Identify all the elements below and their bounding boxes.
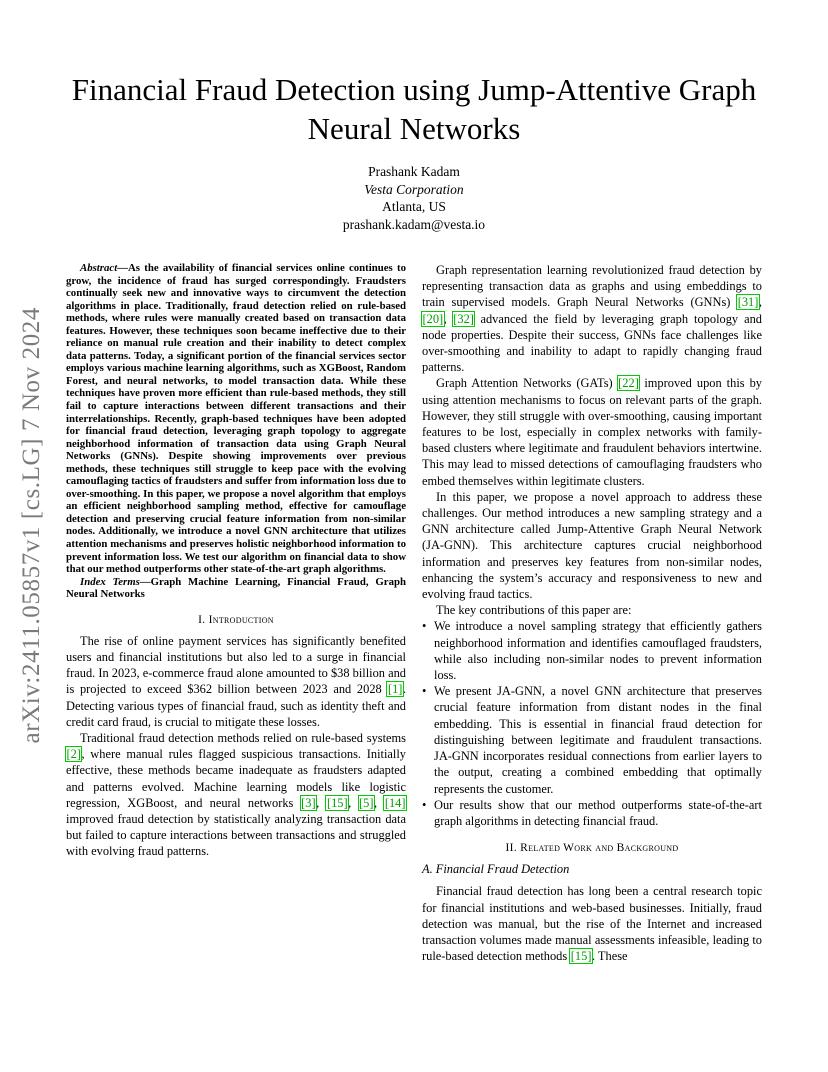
abstract-text: —As the availability of financial services online continues to grow, the incidence of fraud has surged correspondingly. Fraudsters continually seek new and innovative ways to circumvent the detection algorithms in place. Traditionally, fraud detection relied on rule-based methods, where rules were manually created based on transaction data features. However, these techniques soon became ineffective due to their reliance on manual rule creation and their inability to detect complex data patterns. Today, a significant portion of the financial services sector employs various machine learning algorithms, such as XGBoost, Random Forest, and neural networks, to model transaction data. While these techniques have proven more efficient than rule-based methods, they still fail to capture interactions between different transactions and their interrelationships. Recently, graph-based techniques have been adopted for financial fraud detection, leveraging graph topology to aggregate neighborhood information of transaction data using Graph Neural Networks (GNNs). Despite showing improvements over previous methods, these techniques still struggle to keep pace with the evolving camouflaging tactics of fraudsters and suffer from information loss due to over-smoothing. In this paper, we propose a novel algorithm that employs an efficient neighborhood sampling method, effective for camouflage detection and preserving crucial feature information from non-similar nodes. Additionally, we introduce a novel GNN architecture that utilizes attention mechanisms and preserves holistic neighborhood information to prevent information loss. We test our algorithm on financial data to show that our method outperforms other state-of-the-art graph algorithms.: [66, 262, 406, 576]
section-heading-related-work: [422, 841, 762, 855]
index-terms-text: —Graph Machine Learning, Financial Fraud, Graph Neural Networks: [66, 575, 406, 601]
citation-link[interactable]: [22]: [618, 376, 639, 391]
section-number: I.: [198, 613, 206, 626]
paragraph-text: Graph Attention Networks (GATs): [436, 376, 618, 391]
left-column: [66, 262, 406, 860]
paragraph-text: , where manual rules flagged suspicious transactions. Initially effective, these methods became inadequate as fraudsters adapted and patterns evolved. Machine learning models like logistic regression, XGBoost, and neural networks: [66, 747, 406, 810]
contributions-intro: The key contributions of this paper are:: [436, 603, 632, 618]
separator-text: ,: [348, 795, 359, 810]
intro-paragraph-3: [422, 262, 762, 375]
intro-paragraph-5: In this paper, we propose a novel approach to address these challenges. Our method introduces a new sampling strategy and a GNN architecture called Jump-Attentive Graph Neural Network (JA-GNN). This architecture captures crucial neighborhood information and preserves key features from non-similar nodes, enhancing the system’s accuracy and responsiveness to new and evolving fraud tactics.: [422, 489, 762, 602]
arxiv-identifier: [8, 290, 56, 760]
citation-link[interactable]: [14]: [384, 795, 406, 810]
citation-link[interactable]: [15]: [326, 795, 348, 810]
bullet-icon: •: [422, 797, 427, 812]
citation-link[interactable]: [5]: [359, 795, 374, 810]
index-terms-label: Index Terms: [80, 575, 140, 588]
author-block: [0, 163, 828, 233]
list-item-text: Our results show that our method outperforms state-of-the-art graph algorithms in detecting financial fraud.: [434, 797, 762, 828]
bullet-icon: •: [422, 619, 427, 634]
author-affiliation: Vesta Corporation: [364, 181, 464, 197]
abstract-label: Abstract: [80, 262, 118, 274]
author-name: Prashank Kadam: [368, 164, 460, 179]
author-email: prashank.kadam@vesta.io: [342, 216, 486, 232]
index-terms: [66, 576, 406, 601]
list-item: [422, 683, 762, 796]
list-item-text: We introduce a novel sampling strategy that efficiently gathers neighborhood information and identifies camouflaged fraudsters, while also including non-similar nodes to prevent information loss.: [434, 619, 762, 683]
arxiv-identifier-text: arXiv:2411.05857v1 [cs.LG] 7 Nov 2024: [18, 306, 45, 744]
abstract: [66, 262, 406, 576]
citation-link[interactable]: [1]: [387, 682, 403, 697]
paragraph-text: improved fraud detection by statistically analyzing transaction data but failed to capture interactions between transactions and struggled with evolving fraud patterns.: [66, 812, 406, 859]
section-number: II.: [505, 842, 517, 855]
paper-title: Financial Fraud Detection using Jump-Attentive Graph Neural Networks: [71, 72, 757, 146]
paragraph-text: Traditional fraud detection methods relied on rule-based systems: [80, 730, 406, 745]
paragraph-text: advanced the field by leveraging graph topology and node properties. Despite their success, GNNs face challenges like over-smoothing and inability to adapt to rapidly changing fraud patterns.: [422, 311, 763, 375]
paragraph-text: . Detecting various types of financial fraud, such as identity theft and credit card fraud, is crucial to mitigate these losses.: [66, 682, 406, 729]
intro-paragraph-4: [422, 375, 762, 488]
paragraph-text: Financial fraud detection has long been a central research topic for financial institutions and web-based businesses. Initially, fraud detection was manual, but the rise of the Internet and increased transaction volumes made manual assessments infeasible, leading to rule-based detection methods: [422, 884, 762, 964]
intro-paragraph-2: [66, 730, 406, 860]
list-item: [422, 618, 762, 683]
paragraph-text: The rise of online payment services has significantly benefited users and financial institutions but also led to a surge in financial fraud. In 2023, e-commerce fraud alone amounted to $38 billion and is projected to exceed $362 billion between 2023 and 2028: [66, 633, 406, 697]
citation-link[interactable]: [20]: [422, 311, 444, 326]
citation-link[interactable]: [31]: [737, 295, 759, 310]
paragraph-text: improved upon this by using attention mechanisms to focus on relevant parts of the graph. However, they still struggle with over-smoothing, causing important features to be lost, especially in complex networks with family-based clusters where legitimate and fraudulent behaviors intertwine. This may lead to missed detections of camouflaging fraudsters who embed themselves within legitimate clusters.: [422, 376, 762, 488]
contributions-list: [422, 618, 762, 829]
list-item: [422, 797, 762, 829]
citation-link[interactable]: [32]: [453, 311, 474, 326]
separator-text: ,: [443, 311, 453, 326]
section-heading-introduction: [66, 613, 406, 627]
intro-paragraph-1: [66, 633, 406, 730]
citation-link[interactable]: [3]: [301, 795, 316, 810]
section-title: Introduction: [208, 613, 274, 626]
related-paragraph-1: [422, 883, 762, 964]
separator-text: ,: [758, 295, 762, 310]
separator-text: ,: [373, 795, 385, 810]
list-item-text: We present JA-GNN, a novel GNN architecture that preserves crucial feature information from distant nodes in the final embedding. This is essential in financial fraud detection for distinguishing between legitimate and fraudulent transactions. JA-GNN incorporates residual connections from earlier layers to the output, creating a combined embedding that optimally represents the customer.: [434, 684, 762, 796]
paragraph-text: . These: [591, 949, 628, 964]
separator-text: ,: [316, 795, 327, 810]
right-column: [422, 262, 762, 964]
subsection-heading: A. Financial Fraud Detection: [422, 862, 570, 877]
section-title: Related Work and Background: [520, 842, 679, 855]
citation-link[interactable]: [15]: [570, 949, 592, 964]
paragraph-text: Graph representation learning revolutionized fraud detection by representing transaction data as graphs and using embeddings to train supervised models. Graph Neural Networks (GNNs): [422, 263, 762, 310]
bullet-icon: •: [422, 684, 427, 699]
citation-link[interactable]: [2]: [66, 747, 81, 762]
author-location: Atlanta, US: [382, 199, 446, 214]
